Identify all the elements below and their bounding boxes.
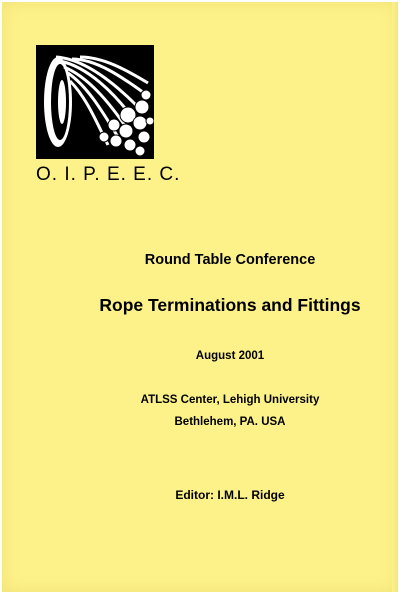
book-title: Rope Terminations and Fittings (99, 295, 361, 315)
conference-city: Bethlehem, PA. USA (174, 416, 286, 428)
conference-name: Round Table Conference (144, 252, 316, 268)
conference-venue: ATLSS Center, Lehigh University (140, 394, 320, 406)
editor-credit: Editor: I.M.L. Ridge (175, 488, 285, 502)
wire-rope-sheave-logo-icon (36, 45, 154, 159)
conference-date: August 2001 (195, 350, 265, 362)
cover-edge (392, 2, 398, 592)
book-cover (2, 2, 398, 592)
organization-name: O. I. P. E. E. C. (36, 164, 181, 185)
